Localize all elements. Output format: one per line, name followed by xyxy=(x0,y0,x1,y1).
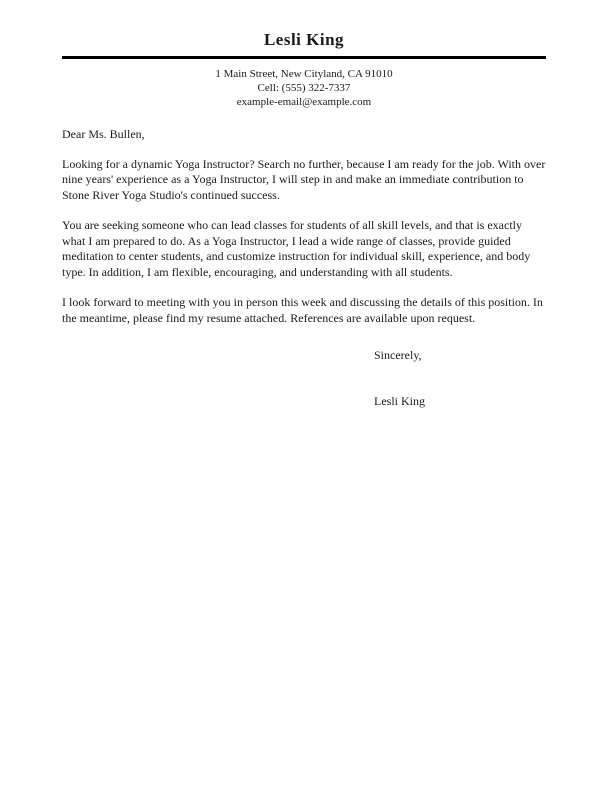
header-divider xyxy=(62,56,546,59)
sender-name: Lesli King xyxy=(263,30,345,49)
sender-address: 1 Main Street, New Cityland, CA 91010 xyxy=(215,68,393,80)
letter-header xyxy=(62,30,546,109)
letter-body xyxy=(62,127,546,409)
closing-block xyxy=(62,348,546,409)
paragraph-intro: Looking for a dynamic Yoga Instructor? Search no further, because I am ready for the job. With over nine years' experience as a Yoga Instructor, I will step in and make an immediate contribution to Stone River Yoga Studio's continued success. xyxy=(62,156,546,202)
signature-name: Lesli King xyxy=(374,393,425,408)
salutation: Dear Ms. Bullen, xyxy=(62,127,145,141)
paragraph-qualifications: You are seeking someone who can lead classes for students of all skill levels, and that is exactly what I am prepared to do. As a Yoga Instructor, I lead a wide range of classes, provide guided meditation to center students, and customize instruction for individual skill, experience, and body type. In addition, I am flexible, encouraging, and understanding with all students. xyxy=(62,218,531,279)
letter-content xyxy=(62,30,546,409)
closing-salutation: Sincerely, xyxy=(374,348,422,362)
sender-phone: Cell: (555) 322-7337 xyxy=(257,82,351,94)
sender-email: example-email@example.com xyxy=(236,96,372,108)
paragraph-closing-request: I look forward to meeting with you in person this week and discussing the details of this position. In the meantime, please find my resume attached. References are available upon request. xyxy=(62,295,543,325)
